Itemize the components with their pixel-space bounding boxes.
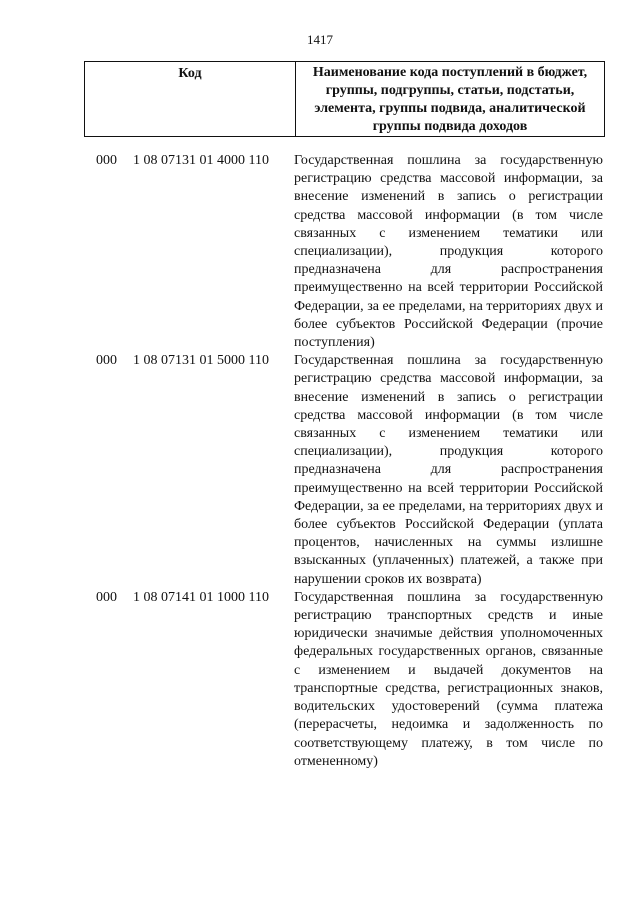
header-code: Код xyxy=(85,62,296,137)
revenue-code: 1 08 07131 01 5000 110 xyxy=(133,353,269,369)
header-name: Наименование кода поступлений в бюджет, группы, подгруппы, статьи, подстатьи, элемента, группы подвида, аналитической группы подвида доходов xyxy=(296,62,605,137)
admin-code: 000 xyxy=(96,153,117,168)
revenue-description: Государственная пошлина за государственную регистрацию средства массовой информации, за внесение изменений в запись о регистрации средства массовой информации (в том числе связанных с изменением тематики или специализации), продукция которого предназначена для распространения преимущественно на всей территории Российской Федерации, за ее пределами, на территориях двух и более субъектов Российской Федерации (прочие поступления) xyxy=(294,153,603,351)
table-row xyxy=(0,152,640,352)
admin-code: 000 xyxy=(96,353,117,369)
revenue-code: 1 08 07131 01 4000 110 xyxy=(133,153,269,168)
revenue-code-list xyxy=(0,152,640,771)
revenue-code: 1 08 07141 01 1000 110 xyxy=(133,589,269,605)
page-number: 1417 xyxy=(307,32,333,47)
table-header xyxy=(84,61,605,137)
table-row xyxy=(0,352,640,589)
revenue-description: Государственная пошлина за государственную регистрацию транспортных средств и иные юридически значимые действия уполномоченных федеральных государственных органов, связанные с изменением и выдачей документов на транспортные средства, регистрационных знаков, водительских удостоверений (сумма платежа (перерасчеты, недоимка и задолженность по соответствующему платежу, в том числе по отмененному) xyxy=(294,589,603,769)
admin-code: 000 xyxy=(96,589,117,605)
table-row xyxy=(0,589,640,771)
revenue-description: Государственная пошлина за государственную регистрацию средства массовой информации, за внесение изменений в запись о регистрации средства массовой информации (в том числе связанных с изменением тематики или специализации), продукция которого предназначена для распространения преимущественно на всей территории Российской Федерации, за ее пределами, на территориях двух и более субъектов Российской Федерации (уплата процентов, начисленных на суммы излишне взысканных (уплаченных) платежей, а также при нарушении сроков их возврата) xyxy=(294,353,603,587)
